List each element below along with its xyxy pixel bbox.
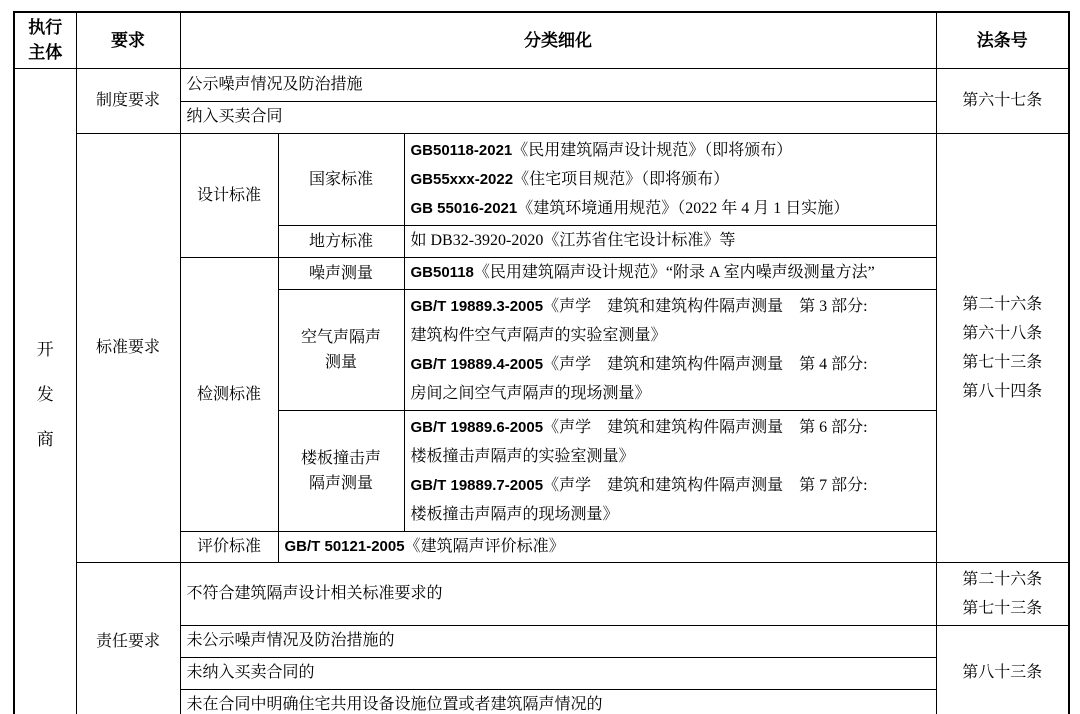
cell-noise-measure-content xyxy=(404,257,936,289)
header-article: 法条号 xyxy=(936,12,1069,68)
institutional-item-text: 公示噪声情况及防治措施 xyxy=(186,75,363,93)
table-row xyxy=(14,68,1069,101)
standard-code: GB 55016-2021 xyxy=(410,199,518,217)
standard-line xyxy=(411,194,930,223)
standard-code: GB/T 19889.6-2005 xyxy=(410,418,544,436)
standard-title: 《民用建筑隔声设计规范》（即将颁布） xyxy=(512,141,793,159)
cell-liability-item-2 xyxy=(180,625,936,657)
standard-title: 楼板撞击声隔声的实验室测量》 xyxy=(410,447,635,465)
article-number: 第七十三条 xyxy=(962,353,1043,371)
standard-line xyxy=(411,471,930,500)
liability-item-text: 未纳入买卖合同的 xyxy=(186,664,315,681)
standard-code: GB/T 19889.4-2005 xyxy=(410,355,544,373)
cell-evaluation-content xyxy=(278,531,936,562)
cell-airborne-label xyxy=(278,289,404,410)
cell-noise-measure-label: 噪声测量 xyxy=(278,257,404,289)
cell-liability-item-4 xyxy=(180,689,936,714)
standard-line xyxy=(411,165,930,194)
standard-line xyxy=(285,534,930,560)
cell-national-standard-content xyxy=(404,133,936,225)
cell-impact-label xyxy=(278,410,404,531)
article-number: 第二十六条 xyxy=(962,295,1043,313)
cell-standards-label: 标准要求 xyxy=(76,133,180,562)
standard-line xyxy=(411,260,930,286)
cell-standards-articles xyxy=(936,133,1069,562)
cell-institutional-item-2 xyxy=(180,101,936,133)
executor-char: 商 xyxy=(36,429,54,449)
liability-item-text: 未在合同中明确住宅共用设备设施位置或者建筑隔声情况的 xyxy=(186,695,603,713)
cell-liability-item-1 xyxy=(180,562,936,625)
institutional-item-text: 纳入买卖合同 xyxy=(186,108,283,125)
cell-design-standard-label: 设计标准 xyxy=(180,133,278,257)
standard-code: GB/T 19889.7-2005 xyxy=(410,476,544,494)
standard-title: 《建筑隔声评价标准》 xyxy=(404,537,565,555)
standard-line: 如 DB32-3920-2020《江苏省住宅设计标准》等 xyxy=(410,232,736,249)
cell-impact-content xyxy=(404,410,936,531)
liability-item-text: 未公示噪声情况及防治措施的 xyxy=(186,632,395,649)
standard-title: 《住宅项目规范》（即将颁布） xyxy=(513,170,730,188)
standard-title: 《声学 建筑和建筑构件隔声测量 第 6 部分: xyxy=(543,418,868,436)
standard-code: GB/T 50121-2005 xyxy=(284,537,405,555)
cell-local-standard-content xyxy=(404,225,936,257)
standard-code: GB50118 xyxy=(410,264,474,281)
cell-liability-shared-article: 第八十三条 xyxy=(936,625,1069,714)
cell-airborne-content xyxy=(404,289,936,410)
cell-institutional-item-1 xyxy=(180,68,936,101)
cell-liability-label: 责任要求 xyxy=(76,562,180,714)
header-requirement: 要求 xyxy=(76,12,180,68)
standard-line xyxy=(411,292,930,321)
standard-title: 《声学 建筑和建筑构件隔声测量 第 4 部分: xyxy=(543,355,868,373)
article-number: 第八十四条 xyxy=(962,382,1043,400)
cell-liability-item-3 xyxy=(180,657,936,689)
standard-line xyxy=(411,500,930,529)
standard-line xyxy=(411,413,930,442)
standard-title: 《建筑环境通用规范》（2022 年 4 月 1 日实施） xyxy=(517,199,850,217)
standard-line xyxy=(411,379,930,408)
standard-line xyxy=(411,442,930,471)
regulation-table xyxy=(13,11,1070,714)
article-number: 第六十八条 xyxy=(962,324,1043,342)
standard-line xyxy=(411,321,930,350)
liability-item-text: 不符合建筑隔声设计相关标准要求的 xyxy=(186,584,443,602)
executor-char: 开 xyxy=(36,339,54,359)
cell-article-67: 第六十七条 xyxy=(936,68,1069,133)
impact-label-line: 隔声测量 xyxy=(308,474,373,492)
standard-code: GB55xxx-2022 xyxy=(410,170,514,188)
article-number: 第二十六条 xyxy=(962,570,1043,588)
table-header-row xyxy=(14,12,1069,68)
article-number: 第七十三条 xyxy=(962,599,1043,617)
header-classification: 分类细化 xyxy=(180,12,936,68)
standard-title: 《声学 建筑和建筑构件隔声测量 第 3 部分: xyxy=(543,297,868,315)
header-executor-line1: 执行 xyxy=(28,18,63,38)
cell-evaluation-label: 评价标准 xyxy=(180,531,278,562)
cell-testing-standard-label: 检测标准 xyxy=(180,257,278,531)
standard-code: GB/T 19889.3-2005 xyxy=(410,297,544,315)
header-executor xyxy=(14,12,76,68)
table-row xyxy=(14,133,1069,225)
standard-title: 建筑构件空气声隔声的实验室测量》 xyxy=(410,326,667,344)
airborne-label-line: 空气声隔声 xyxy=(300,328,381,346)
cell-institutional-label: 制度要求 xyxy=(76,68,180,133)
standard-title: 楼板撞击声隔声的现场测量》 xyxy=(410,505,619,523)
standard-title: 《声学 建筑和建筑构件隔声测量 第 7 部分: xyxy=(543,476,868,494)
standard-title: 《民用建筑隔声设计规范》“附录 A 室内噪声级测量方法” xyxy=(473,264,875,281)
standard-line xyxy=(411,136,930,165)
cell-national-standard-label: 国家标准 xyxy=(278,133,404,225)
cell-liability-articles-1 xyxy=(936,562,1069,625)
standard-code: GB50118-2021 xyxy=(410,141,513,159)
standard-title: 房间之间空气声隔声的现场测量》 xyxy=(410,384,651,402)
airborne-label-line: 测量 xyxy=(324,353,357,371)
cell-local-standard-label: 地方标准 xyxy=(278,225,404,257)
impact-label-line: 楼板撞击声 xyxy=(300,449,381,467)
table-row xyxy=(14,562,1069,625)
cell-executor-developer xyxy=(14,68,76,714)
standard-line xyxy=(411,350,930,379)
executor-char: 发 xyxy=(36,384,54,404)
header-executor-line2: 主体 xyxy=(28,43,63,63)
